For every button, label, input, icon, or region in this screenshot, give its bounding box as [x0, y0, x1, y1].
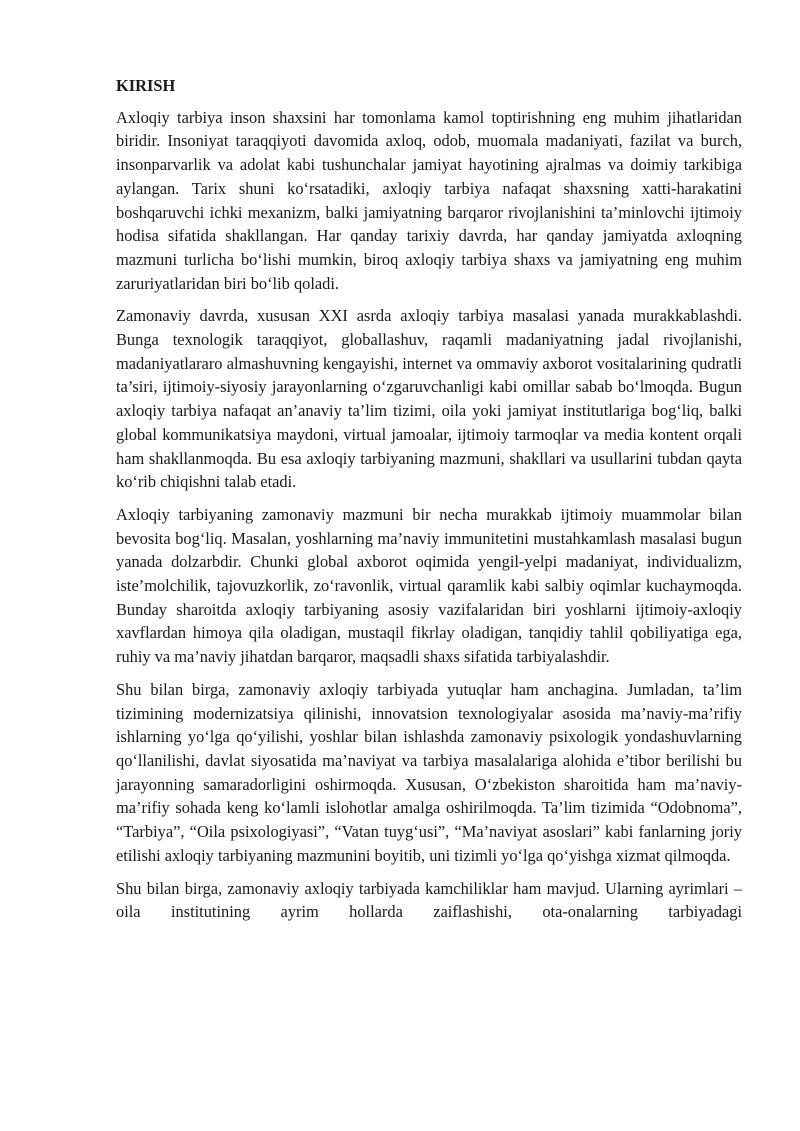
paragraph-1: Axloqiy tarbiya inson shaxsini har tomonlama kamol toptirishning eng muhim jihatlaridan biridir. Insoniyat taraqqiyoti davomida axloq, odob, muomala madaniyati, fazilat va burch, insonparvarlik va adolat kabi tushunchalar jamiyat hayotining ajralmas va doimiy tarkibiga aylangan. Tarix shuni ko‘rsatadiki, axloqiy tarbiya nafaqat shaxsning xatti-harakatini boshqaruvchi ichki mexanizm, balki jamiyatning barqaror rivojlanishini ta’minlovchi ijtimoiy hodisa sifatida shakllangan. Har qanday tarixiy davrda, har qanday jamiyatda axloqning mazmuni turlicha bo‘lishi mumkin, biroq axloqiy tarbiya shaxs va jamiyatning eng muhim zaruriyatlaridan biri bo‘lib qoladi. — [116, 107, 742, 293]
paragraph-3: Axloqiy tarbiyaning zamonaviy mazmuni bir necha murakkab ijtimoiy muammolar bilan bevosita bog‘liq. Masalan, yoshlarning ma’naviy immunitetini mustahkamlash masalasi bugun yanada dolzarbdir. Chunki global axborot oqimida yengil-yelpi madaniyat, individualizm, iste’molchilik, tajovuzkorlik, zo‘ravonlik, virtual qaramlik kabi salbiy oqimlar kuchaymoqda. Bunday sharoitda axloqiy tarbiyaning asosiy vazifalaridan biri yoshlarni ijtimoiy-axloqiy xavflardan himoya qila oladigan, mustaqil fikrlay oladigan, tanqidiy tahlil qobiliyatiga ega, ruhiy va ma’naviy jihatdan barqaror, maqsadli shaxs sifatida tarbiyalashdir. — [116, 504, 742, 667]
paragraph-2: Zamonaviy davrda, xususan XXI asrda axloqiy tarbiya masalasi yanada murakkablashdi. Bunga texnologik taraqqiyot, globallashuv, raqamli madaniyatning jadal rivojlanishi, madaniyatlararo almashuvning kengayishi, internet va ommaviy axborot vositalarining qudratli ta’siri, ijtimoiy-siyosiy jarayonlarning o‘zgaruvchanligi kabi omillar sabab bo‘lmoqda. Bugun axloqiy tarbiya nafaqat an’anaviy ta’lim tizimi, oila yoki jamiyat institutlariga bog‘liq, balki global kommunikatsiya maydoni, virtual jamoalar, ijtimoiy tarmoqlar va media kontent orqali ham shakllanmoqda. Bu esa axloqiy tarbiyaning mazmuni, shakllari va usullarini tubdan qayta ko‘rib chiqishni talab etadi. — [116, 306, 742, 492]
paragraph-4: Shu bilan birga, zamonaviy axloqiy tarbiyada yutuqlar ham anchagina. Jumladan, ta’lim tizimining modernizatsiya qilinishi, innovatsion texnologiyalar asosida ma’naviy-ma’rifiy ishlarning yo‘lga qo‘yilishi, yoshlar bilan ishlashda zamonaviy psixologik yondashuvlarning qo‘llanilishi, davlat siyosatida ma’naviyat va tarbiya masalalariga alohida e’tibor berilishi bu jarayonning samaradorligini oshirmoqda. Xususan, O‘zbekiston sharoitida ham ma’naviy-ma’rifiy sohada keng ko‘lamli islohotlar amalga oshirilmoqda. Ta’lim tizimida “Odobnoma”, “Tarbiya”, “Oila psixologiyasi”, “Vatan tuyg‘usi”, “Ma’naviyat asoslari” kabi fanlarning joriy etilishi axloqiy tarbiyaning mazmunini boyitib, uni tizimli yo‘lga qo‘yishga xizmat qilmoqda. — [116, 679, 742, 865]
section-heading: KIRISH — [116, 76, 176, 95]
paragraph-5: Shu bilan birga, zamonaviy axloqiy tarbiyada kamchiliklar ham mavjud. Ularning ayrimlari – oila institutining ayrim hollarda zaiflashishi, ota-onalarning tarbiyadagi — [116, 878, 742, 922]
document-page — [116, 74, 742, 933]
